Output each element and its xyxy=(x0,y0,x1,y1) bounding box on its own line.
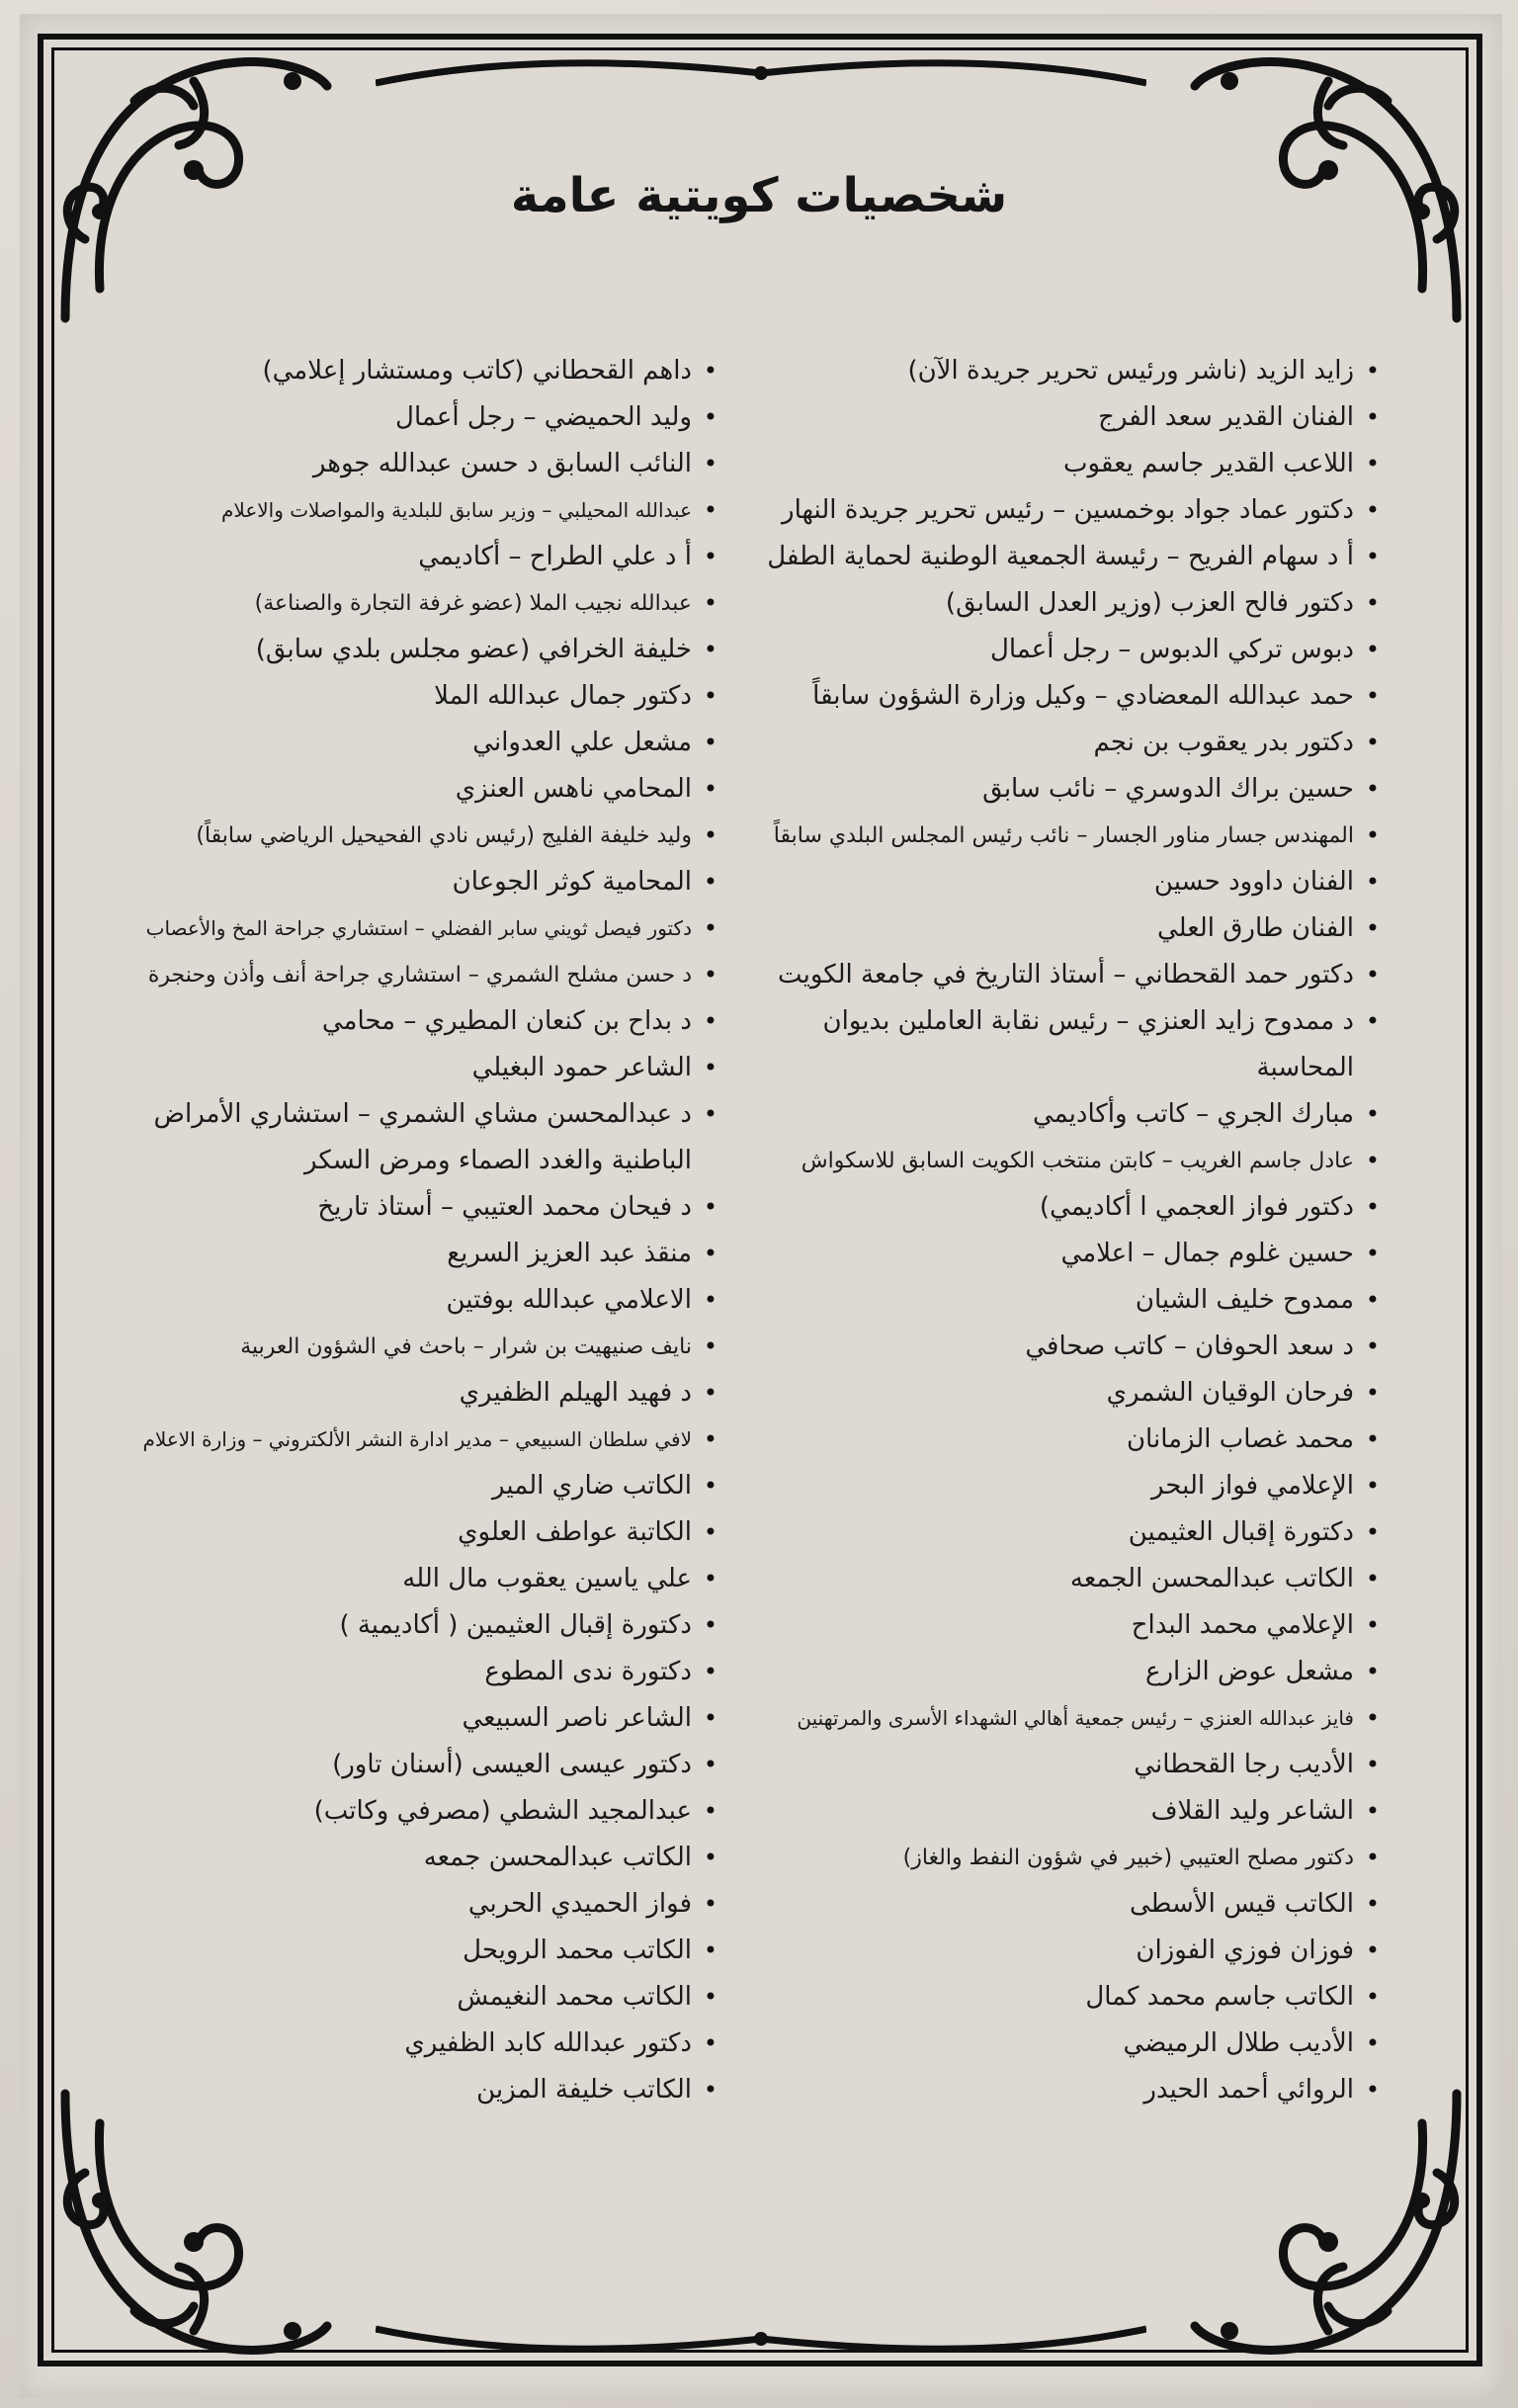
list-item: • د فهيد الهيلم الظفيري xyxy=(125,1370,717,1417)
list-item: • الكاتب محمد الرويحل xyxy=(125,1928,717,1974)
list-item: • الاعلامي عبدالله بوفتين xyxy=(125,1277,717,1324)
list-item: • زايد الزيد (ناشر ورئيس تحرير جريدة الآن) xyxy=(737,348,1380,394)
list-item: • الروائي أحمد الحيدر xyxy=(737,2067,1380,2113)
list-item: • دكتورة ندى المطوع xyxy=(125,1649,717,1695)
list-item: • حمد عبدالله المعضادي – وكيل وزارة الشؤون سابقاً xyxy=(737,673,1380,720)
list-item: • دكتور عبدالله كابد الظفيري xyxy=(125,2021,717,2067)
list-item: • لافي سلطان السبيعي – مدير ادارة النشر الألكتروني – وزارة الاعلام xyxy=(125,1417,717,1463)
list-item: • الشاعر حمود البغيلي xyxy=(125,1045,717,1091)
list-item: • مشعل عوض الزارع xyxy=(737,1649,1380,1695)
list-item: • دكتور مصلح العتيبي (خبير في شؤون النفط والغاز) xyxy=(737,1835,1380,1881)
list-item: • دبوس تركي الدبوس – رجل أعمال xyxy=(737,627,1380,673)
list-item: • مبارك الجري – كاتب وأكاديمي xyxy=(737,1091,1380,1138)
page-title: شخصيات كويتية عامة xyxy=(510,168,1008,223)
list-item: • أ د سهام الفريح – رئيسة الجمعية الوطنية لحماية الطفل xyxy=(737,534,1380,580)
list-item: • الإعلامي فواز البحر xyxy=(737,1463,1380,1509)
list-item: • منقذ عبد العزيز السريع xyxy=(125,1231,717,1277)
list-item: • دكتور فالح العزب (وزير العدل السابق) xyxy=(737,580,1380,627)
list-item: • الفنان طارق العلي xyxy=(737,905,1380,952)
bottom-border-flourish xyxy=(376,2319,1146,2359)
list-item: • د ممدوح زايد العنزي – رئيس نقابة العاملين بديوان المحاسبة xyxy=(737,998,1380,1091)
list-item: • د سعد الحوفان – كاتب صحافي xyxy=(737,1324,1380,1370)
list-item: • حسين غلوم جمال – اعلامي xyxy=(737,1231,1380,1277)
list-item: • الكاتب خليفة المزين xyxy=(125,2067,717,2113)
list-item: • عبدالله نجيب الملا (عضو غرفة التجارة والصناعة) xyxy=(125,580,717,627)
list-item: • الشاعر وليد القلاف xyxy=(737,1788,1380,1835)
list-item: • د حسن مشلح الشمري – استشاري جراحة أنف وأذن وحنجرة xyxy=(125,952,717,998)
list-item: • مشعل علي العدواني xyxy=(125,720,717,766)
list-item: • دكتور بدر يعقوب بن نجم xyxy=(737,720,1380,766)
list-item: • عبدالمجيد الشطي (مصرفي وكاتب) xyxy=(125,1788,717,1835)
list-item: • فواز الحميدي الحربي xyxy=(125,1881,717,1928)
list-item: • دكتور حمد القحطاني – أستاذ التاريخ في جامعة الكويت xyxy=(737,952,1380,998)
list-item: • دكتورة إقبال العثيمين ( أكاديمية ) xyxy=(125,1602,717,1649)
list-item: • فوزان فوزي الفوزان xyxy=(737,1928,1380,1974)
list-item: • الكاتب قيس الأسطى xyxy=(737,1881,1380,1928)
list-item: • د فيحان محمد العتيبي – أستاذ تاريخ xyxy=(125,1184,717,1231)
list-item: • فرحان الوقيان الشمري xyxy=(737,1370,1380,1417)
list-item: • حسين براك الدوسري – نائب سابق xyxy=(737,766,1380,813)
list-item: • د بداح بن كنعان المطيري – محامي xyxy=(125,998,717,1045)
list-item: • عادل جاسم الغريب – كابتن منتخب الكويت السابق للاسكواش xyxy=(737,1138,1380,1184)
list-item: • المحامية كوثر الجوعان xyxy=(125,859,717,905)
list-item: • دكتور جمال عبدالله الملا xyxy=(125,673,717,720)
list-item: • الكاتب ضاري المير xyxy=(125,1463,717,1509)
list-item: • دكتور فواز العجمي ا أكاديمي) xyxy=(737,1184,1380,1231)
list-item: • ممدوح خليف الشيان xyxy=(737,1277,1380,1324)
list-item: • أ د علي الطراح – أكاديمي xyxy=(125,534,717,580)
list-item: • النائب السابق د حسن عبدالله جوهر xyxy=(125,441,717,487)
list-item: • دكتور فيصل ثويني سابر الفضلي – استشاري جراحة المخ والأعصاب xyxy=(125,905,717,952)
list-item: • الإعلامي محمد البداح xyxy=(737,1602,1380,1649)
list-item: • عبدالله المحيلبي – وزير سابق للبلدية والمواصلات والاعلام xyxy=(125,487,717,534)
list-item: • الكاتب عبدالمحسن الجمعه xyxy=(737,1556,1380,1602)
list-item: • علي ياسين يعقوب مال الله xyxy=(125,1556,717,1602)
list-item: • محمد غصاب الزمانان xyxy=(737,1417,1380,1463)
list-item: • اللاعب القدير جاسم يعقوب xyxy=(737,441,1380,487)
list-item: • الفنان داوود حسين xyxy=(737,859,1380,905)
list-item: • د عبدالمحسن مشاي الشمري – استشاري الأمراض الباطنية والغدد الصماء ومرض السكر xyxy=(125,1091,717,1184)
list-item: • دكتور عيسى العيسى (أسنان تاور) xyxy=(125,1742,717,1788)
list-item: • الشاعر ناصر السبيعي xyxy=(125,1695,717,1742)
corner-ornament-bottom-right xyxy=(1180,2074,1476,2370)
list-item: • وليد خليفة الفليج (رئيس نادي الفحيحيل الرياضي سابقاً) xyxy=(125,813,717,859)
list-item: • الكاتبة عواطف العلوي xyxy=(125,1509,717,1556)
list-item: • داهم القحطاني (كاتب ومستشار إعلامي) xyxy=(125,348,717,394)
corner-ornament-bottom-left xyxy=(45,2074,342,2370)
top-border-flourish xyxy=(376,53,1146,93)
names-list-left xyxy=(125,348,717,2113)
list-item: • وليد الحميضي – رجل أعمال xyxy=(125,394,717,441)
list-item: • الفنان القدير سعد الفرج xyxy=(737,394,1380,441)
list-item: • الكاتب جاسم محمد كمال xyxy=(737,1974,1380,2021)
list-item: • دكتورة إقبال العثيمين xyxy=(737,1509,1380,1556)
list-item: • خليفة الخرافي (عضو مجلس بلدي سابق) xyxy=(125,627,717,673)
list-item: • الأديب طلال الرميضي xyxy=(737,2021,1380,2067)
list-item: • الأديب رجا القحطاني xyxy=(737,1742,1380,1788)
list-item: • دكتور عماد جواد بوخمسين – رئيس تحرير جريدة النهار xyxy=(737,487,1380,534)
list-item: • المهندس جسار مناور الجسار – نائب رئيس المجلس البلدي سابقاً xyxy=(737,813,1380,859)
list-item: • نايف صنيهيت بن شرار – باحث في الشؤون العربية xyxy=(125,1324,717,1370)
list-item: • المحامي ناهس العنزي xyxy=(125,766,717,813)
list-item: • الكاتب عبدالمحسن جمعه xyxy=(125,1835,717,1881)
names-list-right xyxy=(737,348,1380,2113)
list-item: • فايز عبدالله العنزي – رئيس جمعية أهالي الشهداء الأسرى والمرتهنين xyxy=(737,1695,1380,1742)
list-item: • الكاتب محمد النغيمش xyxy=(125,1974,717,2021)
